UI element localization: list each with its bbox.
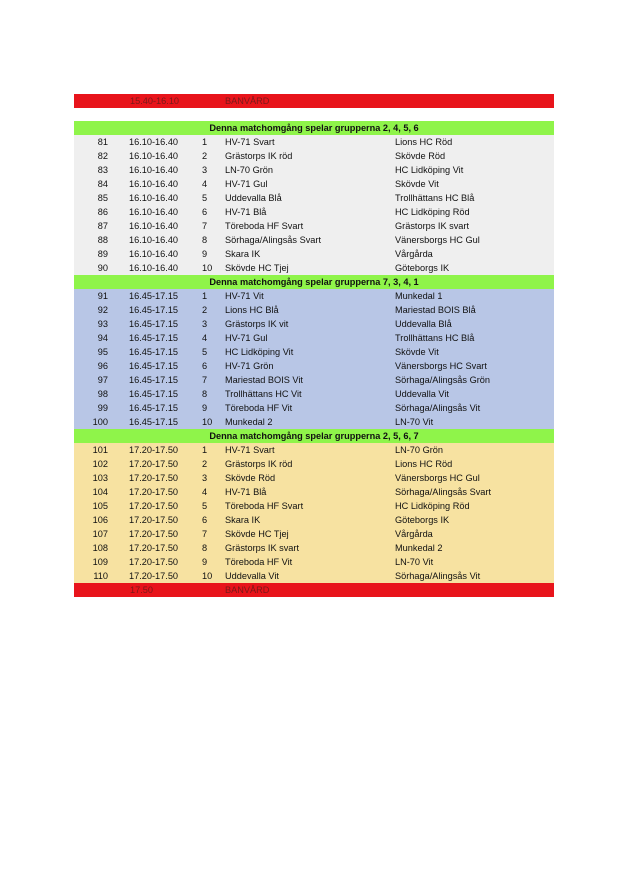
match-time: 17.20-17.50: [129, 571, 179, 581]
rink-number: 8: [202, 389, 208, 399]
home-team: Skövde Röd: [225, 473, 276, 483]
away-team: HC Lidköping Röd: [395, 207, 470, 217]
rink-number: 9: [202, 403, 208, 413]
match-time: 16.10-16.40: [129, 235, 179, 245]
table-row: [74, 569, 554, 583]
match-time: 16.45-17.15: [129, 375, 179, 385]
home-team: Trollhättans HC Vit: [225, 389, 302, 399]
away-team: Sörhaga/Alingsås Grön: [395, 375, 490, 385]
rink-number: 10: [202, 571, 213, 581]
match-number: 98: [97, 389, 108, 399]
match-time: 16.10-16.40: [129, 221, 179, 231]
away-team: Vänersborgs HC Svart: [395, 361, 487, 371]
table-row: [74, 555, 554, 569]
home-team: Skövde HC Tjej: [225, 529, 289, 539]
table-row: [74, 163, 554, 177]
match-number: 94: [97, 333, 108, 343]
home-team: HV-71 Vit: [225, 291, 264, 301]
home-team: Skara IK: [225, 249, 261, 259]
rink-number: 7: [202, 375, 208, 385]
maintenance-bar-top: [74, 94, 554, 108]
rink-number: 2: [202, 151, 208, 161]
maintenance-label: BANVÅRD: [225, 96, 270, 106]
table-row: [74, 289, 554, 303]
table-row: [74, 513, 554, 527]
rink-number: 5: [202, 501, 208, 511]
table-row: [74, 541, 554, 555]
home-team: HV-71 Blå: [225, 207, 267, 217]
home-team: Töreboda HF Svart: [225, 221, 304, 231]
home-team: HV-71 Gul: [225, 333, 268, 343]
match-time: 16.10-16.40: [129, 137, 179, 147]
match-time: 16.45-17.15: [129, 403, 179, 413]
rink-number: 1: [202, 137, 208, 147]
match-time: 17.20-17.50: [129, 459, 179, 469]
maintenance-bar-bottom: [74, 583, 554, 597]
home-team: Grästorps IK vit: [225, 319, 289, 329]
match-number: 107: [92, 529, 108, 539]
rink-number: 4: [202, 487, 208, 497]
away-team: LN-70 Vit: [395, 557, 434, 567]
match-number: 88: [97, 235, 108, 245]
table-row: [74, 177, 554, 191]
rink-number: 4: [202, 179, 208, 189]
home-team: Skövde HC Tjej: [225, 263, 289, 273]
match-number: 95: [97, 347, 108, 357]
rink-number: 10: [202, 417, 213, 427]
table-row: [74, 415, 554, 429]
match-number: 90: [97, 263, 108, 273]
table-row: [74, 373, 554, 387]
away-team: Uddevalla Vit: [395, 389, 449, 399]
table-row: [74, 387, 554, 401]
match-number: 87: [97, 221, 108, 231]
table-row: [74, 191, 554, 205]
away-team: Munkedal 1: [395, 291, 443, 301]
match-time: 16.45-17.15: [129, 305, 179, 315]
match-number: 100: [92, 417, 108, 427]
match-time: 16.10-16.40: [129, 249, 179, 259]
table-row: [74, 527, 554, 541]
away-team: Vänersborgs HC Gul: [395, 235, 480, 245]
match-number: 109: [92, 557, 108, 567]
home-team: HV-71 Svart: [225, 137, 275, 147]
away-team: Trollhättans HC Blå: [395, 193, 475, 203]
match-time: 16.45-17.15: [129, 389, 179, 399]
away-team: Uddevalla Blå: [395, 319, 452, 329]
rink-number: 3: [202, 165, 208, 175]
match-time: 17.20-17.50: [129, 543, 179, 553]
match-number: 81: [97, 137, 108, 147]
home-team: Töreboda HF Vit: [225, 403, 293, 413]
home-team: Töreboda HF Svart: [225, 501, 304, 511]
maintenance-time: 15.40-16.10: [130, 96, 180, 106]
table-row: [74, 317, 554, 331]
away-team: Sörhaga/Alingsås Svart: [395, 487, 492, 497]
away-team: Göteborgs IK: [395, 263, 450, 273]
round-header: Denna matchomgång spelar grupperna 2, 4, 5, 6: [74, 121, 554, 135]
rink-number: 7: [202, 529, 208, 539]
home-team: HV-71 Blå: [225, 487, 267, 497]
away-team: Sörhaga/Alingsås Vit: [395, 571, 481, 581]
round-header: Denna matchomgång spelar grupperna 7, 3, 4, 1: [74, 275, 554, 289]
spacer: [74, 108, 554, 121]
home-team: HV-71 Svart: [225, 445, 275, 455]
away-team: Munkedal 2: [395, 543, 443, 553]
rink-number: 5: [202, 193, 208, 203]
match-time: 16.45-17.15: [129, 361, 179, 371]
home-team: Lions HC Blå: [225, 305, 279, 315]
rink-number: 9: [202, 249, 208, 259]
match-number: 92: [97, 305, 108, 315]
match-time: 16.45-17.15: [129, 347, 179, 357]
match-time: 17.20-17.50: [129, 515, 179, 525]
match-number: 103: [92, 473, 108, 483]
match-time: 17.20-17.50: [129, 487, 179, 497]
table-row: [74, 149, 554, 163]
rink-number: 8: [202, 235, 208, 245]
rink-number: 8: [202, 543, 208, 553]
match-number: 89: [97, 249, 108, 259]
table-row: [74, 471, 554, 485]
match-number: 101: [92, 445, 108, 455]
match-number: 86: [97, 207, 108, 217]
rink-number: 6: [202, 515, 208, 525]
away-team: Vårgårda: [395, 529, 433, 539]
match-time: 16.10-16.40: [129, 263, 179, 273]
home-team: Munkedal 2: [225, 417, 273, 427]
maintenance-label: BANVÅRD: [225, 585, 270, 595]
match-number: 104: [92, 487, 108, 497]
table-row: [74, 233, 554, 247]
rink-number: 10: [202, 263, 213, 273]
away-team: Göteborgs IK: [395, 515, 450, 525]
rink-number: 7: [202, 221, 208, 231]
rink-number: 1: [202, 291, 208, 301]
away-team: Vårgårda: [395, 249, 433, 259]
away-team: Lions HC Röd: [395, 459, 453, 469]
table-row: [74, 499, 554, 513]
table-row: [74, 485, 554, 499]
match-number: 96: [97, 361, 108, 371]
rink-number: 3: [202, 319, 208, 329]
table-row: [74, 205, 554, 219]
match-number: 106: [92, 515, 108, 525]
table-row: [74, 135, 554, 149]
schedule-sheet: [74, 94, 554, 597]
match-number: 105: [92, 501, 108, 511]
away-team: Sörhaga/Alingsås Vit: [395, 403, 481, 413]
match-time: 16.10-16.40: [129, 151, 179, 161]
match-number: 110: [93, 571, 108, 581]
table-row: [74, 401, 554, 415]
away-team: Skövde Röd: [395, 151, 446, 161]
rink-number: 3: [202, 473, 208, 483]
rink-number: 2: [202, 459, 208, 469]
away-team: Mariestad BOIS Blå: [395, 305, 476, 315]
round-header: Denna matchomgång spelar grupperna 2, 5, 6, 7: [74, 429, 554, 443]
match-number: 85: [97, 193, 108, 203]
home-team: Uddevalla Blå: [225, 193, 282, 203]
match-number: 82: [97, 151, 108, 161]
match-time: 16.10-16.40: [129, 179, 179, 189]
table-row: [74, 303, 554, 317]
maintenance-time: 17.50: [130, 585, 153, 595]
table-row: [74, 219, 554, 233]
match-number: 97: [97, 375, 108, 385]
away-team: LN-70 Vit: [395, 417, 434, 427]
away-team: Trollhättans HC Blå: [395, 333, 475, 343]
home-team: Uddevalla Vit: [225, 571, 279, 581]
home-team: Sörhaga/Alingsås Svart: [225, 235, 322, 245]
match-number: 84: [97, 179, 108, 189]
table-row: [74, 331, 554, 345]
match-sections: [74, 121, 554, 583]
away-team: HC Lidköping Vit: [395, 165, 464, 175]
match-time: 17.20-17.50: [129, 501, 179, 511]
rink-number: 5: [202, 347, 208, 357]
table-row: [74, 359, 554, 373]
rink-number: 6: [202, 207, 208, 217]
home-team: Mariestad BOIS Vit: [225, 375, 303, 385]
match-number: 108: [92, 543, 108, 553]
match-time: 16.10-16.40: [129, 207, 179, 217]
table-row: [74, 261, 554, 275]
home-team: HV-71 Gul: [225, 179, 268, 189]
match-number: 93: [97, 319, 108, 329]
home-team: Grästorps IK röd: [225, 151, 293, 161]
home-team: HC Lidköping Vit: [225, 347, 294, 357]
rink-number: 6: [202, 361, 208, 371]
match-time: 17.20-17.50: [129, 473, 179, 483]
home-team: Grästorps IK röd: [225, 459, 293, 469]
rink-number: 2: [202, 305, 208, 315]
away-team: LN-70 Grön: [395, 445, 444, 455]
match-time: 17.20-17.50: [129, 529, 179, 539]
match-time: 17.20-17.50: [129, 445, 179, 455]
home-team: LN-70 Grön: [225, 165, 274, 175]
match-time: 16.45-17.15: [129, 417, 179, 427]
away-team: Skövde Vit: [395, 179, 439, 189]
table-row: [74, 443, 554, 457]
table-row: [74, 457, 554, 471]
away-team: Skövde Vit: [395, 347, 439, 357]
match-time: 16.10-16.40: [129, 193, 179, 203]
match-time: 17.20-17.50: [129, 557, 179, 567]
match-time: 16.45-17.15: [129, 333, 179, 343]
away-team: Vänersborgs HC Gul: [395, 473, 480, 483]
home-team: HV-71 Grön: [225, 361, 274, 371]
match-time: 16.10-16.40: [129, 165, 179, 175]
away-team: HC Lidköping Röd: [395, 501, 470, 511]
match-number: 99: [97, 403, 108, 413]
match-time: 16.45-17.15: [129, 291, 179, 301]
home-team: Skara IK: [225, 515, 261, 525]
rink-number: 1: [202, 445, 208, 455]
match-number: 91: [97, 291, 108, 301]
match-number: 102: [92, 459, 108, 469]
table-row: [74, 247, 554, 261]
home-team: Töreboda HF Vit: [225, 557, 293, 567]
match-number: 83: [97, 165, 108, 175]
away-team: Lions HC Röd: [395, 137, 453, 147]
home-team: Grästorps IK svart: [225, 543, 300, 553]
match-time: 16.45-17.15: [129, 319, 179, 329]
table-row: [74, 345, 554, 359]
rink-number: 9: [202, 557, 208, 567]
away-team: Grästorps IK svart: [395, 221, 470, 231]
rink-number: 4: [202, 333, 208, 343]
